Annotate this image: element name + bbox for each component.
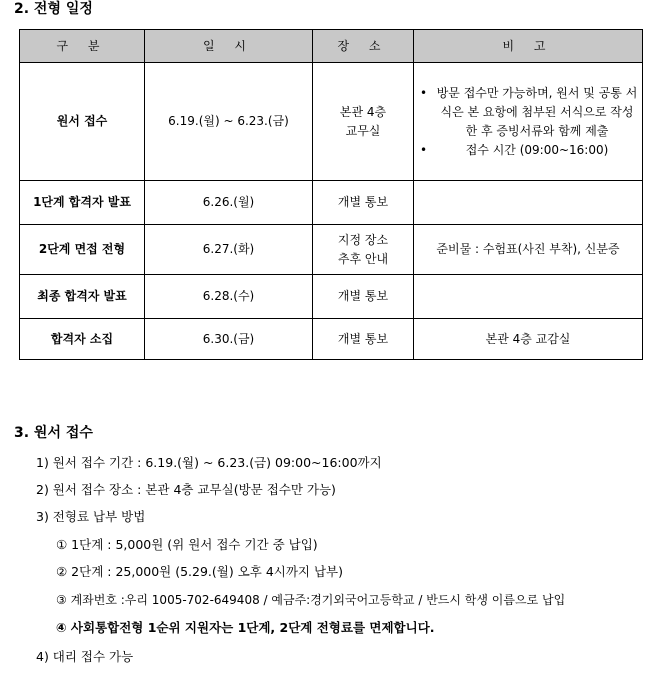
row-place-line: 교무실 (345, 123, 381, 138)
row-category: 합격자 소집 (20, 319, 145, 360)
row-date: 6.26.(월) (145, 181, 313, 225)
table-row (20, 275, 643, 319)
schedule-table (19, 29, 643, 360)
note-item: • 방문 접수만 가능하며, 원서 및 공통 서식은 본 요항에 첨부된 서식으로 작성한 후 증빙서류와 함께 제출 (432, 84, 638, 141)
sub-list-item: ② 2단계 : 25,000원 (5.29.(월) 오후 4시까지 납부) (56, 564, 344, 579)
row-category: 1단계 합격자 발표 (20, 181, 145, 225)
list-item: 2) 원서 접수 장소 : 본관 4층 교무실(방문 접수만 가능) (36, 482, 336, 497)
row-place (313, 225, 414, 275)
header-notes: 비 고 (414, 30, 643, 63)
list-item: 1) 원서 접수 기간 : 6.19.(월) ~ 6.23.(금) 09:00~16:00까지 (36, 455, 382, 470)
table-row (20, 319, 643, 360)
row-date: 6.30.(금) (145, 319, 313, 360)
table-row (20, 63, 643, 181)
row-place-line: 지정 장소 (337, 232, 389, 247)
table-row (20, 225, 643, 275)
row-category: 최종 합격자 발표 (20, 275, 145, 319)
table-row (20, 181, 643, 225)
row-place (313, 63, 414, 181)
header-date: 일 시 (145, 30, 313, 63)
row-place: 개별 통보 (313, 181, 414, 225)
row-notes: 준비물 : 수험표(사진 부착), 신분증 (414, 225, 643, 275)
row-category: 원서 접수 (20, 63, 145, 181)
sub-list-item-emphasis: ④ 사회통합전형 1순위 지원자는 1단계, 2단계 전형료를 면제합니다. (56, 620, 435, 635)
row-notes (414, 275, 643, 319)
row-notes (414, 63, 643, 181)
row-place-line: 본관 4층 (339, 104, 387, 119)
row-date: 6.19.(월) ~ 6.23.(금) (145, 63, 313, 181)
row-notes: 본관 4층 교감실 (414, 319, 643, 360)
row-category: 2단계 면접 전형 (20, 225, 145, 275)
row-place: 개별 통보 (313, 275, 414, 319)
sub-list-item: ③ 계좌번호 :우리 1005-702-649408 / 예금주:경기외국어고등학교 / 반드시 학생 이름으로 납입 (56, 593, 566, 607)
notes-list (418, 84, 638, 160)
header-place: 장 소 (313, 30, 414, 63)
section-3-title: 3. 원서 접수 (14, 425, 93, 441)
row-date: 6.27.(화) (145, 225, 313, 275)
schedule-header-row (20, 30, 643, 63)
header-category: 구 분 (20, 30, 145, 63)
note-item: • 접수 시간 (09:00~16:00) (432, 141, 638, 160)
list-item: 3) 전형료 납부 방법 (36, 509, 146, 524)
section-2-title: 2. 전형 일정 (14, 1, 93, 17)
sub-list-item: ① 1단계 : 5,000원 (위 원서 접수 기간 중 납입) (56, 537, 318, 552)
row-place-line: 추후 안내 (337, 251, 389, 266)
list-item: 4) 대리 접수 가능 (36, 649, 134, 664)
row-notes (414, 181, 643, 225)
row-date: 6.28.(수) (145, 275, 313, 319)
row-place: 개별 통보 (313, 319, 414, 360)
